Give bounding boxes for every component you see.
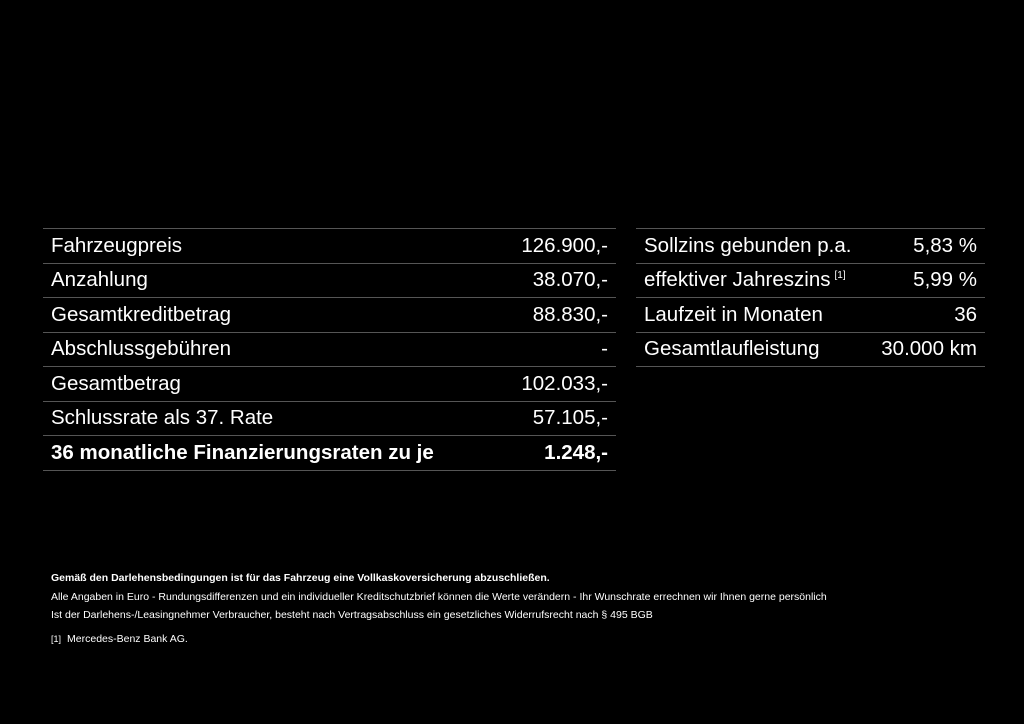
row-value: - (601, 337, 608, 360)
footnote-reference: [1] (834, 270, 846, 282)
row-label: Abschlussgebühren (51, 337, 232, 360)
table-row (636, 229, 985, 264)
row-value: 88.830,- (532, 302, 608, 326)
table-row (43, 367, 616, 402)
monthly-rate-row (43, 436, 616, 471)
row-value: 57.105,- (532, 406, 608, 429)
table-row (43, 264, 616, 299)
row-label: Gesamtlaufleistung (644, 337, 820, 360)
table-row (636, 333, 985, 368)
row-value: 102.033,- (521, 371, 608, 395)
row-label: Schlussrate als 37. Rate (51, 406, 274, 429)
row-value: 30.000 km (881, 337, 977, 360)
row-value: 126.900,- (521, 233, 608, 257)
row-label: Sollzins gebunden p.a. (644, 233, 852, 257)
footnote-mark: [1] (51, 634, 62, 644)
row-label: effektiver Jahreszins (644, 268, 831, 291)
table-row (636, 298, 985, 333)
row-value: 1.248,- (544, 440, 608, 464)
row-value: 38.070,- (532, 268, 608, 291)
table-row (43, 229, 616, 264)
disclaimer-line: Alle Angaben in Euro - Rundungsdifferenzen und ein individueller Kreditschutzbrief können die Werte verändern - Ihr Wunschrate errechnen wir Ihnen gerne persönlich (51, 591, 827, 603)
row-label-with-footnote (644, 270, 846, 291)
legal-notes (51, 571, 991, 649)
table-row (43, 298, 616, 333)
table-row (43, 333, 616, 368)
row-value: 5,99 % (913, 268, 977, 291)
row-label: Laufzeit in Monaten (644, 302, 823, 326)
row-value: 5,83 % (913, 233, 977, 257)
footnote-text: Mercedes-Benz Bank AG. (67, 633, 188, 645)
row-label: Anzahlung (51, 268, 148, 291)
footnote (51, 630, 991, 649)
conditions-table (636, 228, 985, 367)
insurance-notice: Gemäß den Darlehensbedingungen ist für das Fahrzeug eine Vollkaskoversicherung abzuschließen. (51, 572, 550, 584)
financing-table (43, 228, 616, 471)
withdrawal-notice: Ist der Darlehens-/Leasingnehmer Verbraucher, besteht nach Vertragsabschluss ein gesetzliches Widerrufsrecht nach § 495 BGB (51, 609, 653, 621)
table-row (636, 264, 985, 299)
row-label: Gesamtkreditbetrag (51, 302, 232, 326)
row-label: Fahrzeugpreis (51, 233, 183, 257)
row-label: 36 monatliche Finanzierungsraten zu je (51, 440, 434, 464)
row-value: 36 (954, 302, 977, 326)
row-label: Gesamtbetrag (51, 371, 181, 395)
table-row (43, 402, 616, 437)
